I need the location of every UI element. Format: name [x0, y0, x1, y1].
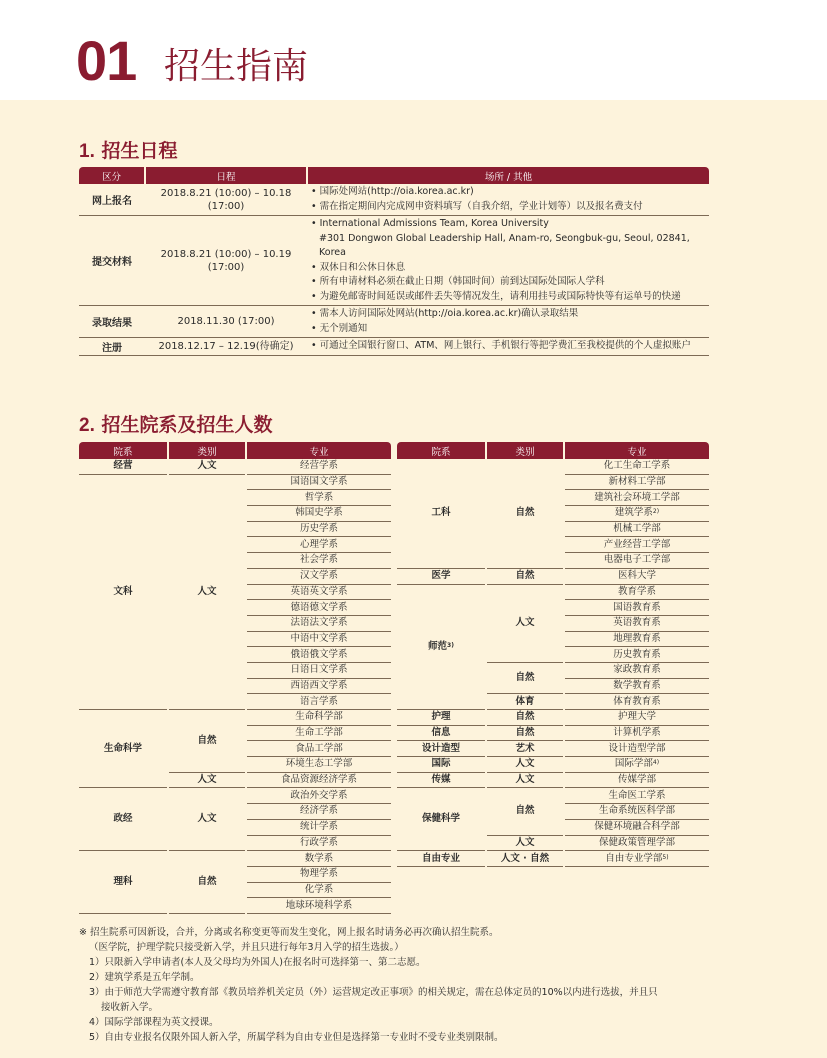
chapter-number: 01: [76, 29, 137, 92]
schedule-header-place: 场所 / 其他: [307, 167, 709, 184]
table-row: 提交材料 2018.8.21 (10:00) – 10.19 (17:00) • International Admissions Team, Korea University #301 Dongwon Global Leadership Hall, Anam-ro, Seongbuk-gu, Seoul, 02841, Korea • 双休日和公休日休息 • 所有申请材料必须在截止日期（韩国时间）前到达国际处国际人学科 • 为避免邮寄时间延误或邮件丢失等情况发生，请利用挂号或国际特快等有运单号的快递: [79, 216, 709, 306]
majors-table-right: 院系 类别 专业 工科 自然 化工生命工学系 新材料工学部 建筑社会环境工学部 建筑学系$^{2)}$ 机械工学部 产业经营工学部 电器电子工学部 医学 自然 医科大学 师范$^{3)}$ 人文 教育学系 国语教育系 英语教育系 地理教育系 历史教育系 自然 家政教育系 数学教育系 体育 体育教育系 护理 自然 护理大学 信息 自然 计算机学系 设计造型 艺术 设计造型学部 国际 人文 国际学部$^{4)}$ 传媒 人文 传媒学部 保健科学 自然 生命医工学系 生命系统医科学部 保健环境融合科学部 人文 保健政策管理学部 自由专业 人文 · 自然 自由专业学部$^{5)}$: [397, 442, 709, 867]
page-title: 招生指南: [164, 46, 309, 87]
schedule-table: [79, 167, 709, 356]
footnotes: ※ 招生院系可因新设，合并，分离或名称变更等而发生变化，网上报名时请务必再次确认招生院系。 （医学院，护理学院只接受新入学，并且只进行每年3月入学的招生选拔。） 1）只限新入学申请者(本人及父母均为外国人)在报名时可选择第一、第二志愿。 2）建筑学系是五年学制。 3）由于师范大学需遵守教育部《教员培养机关定员（外）运营规定改正事项》的相关规定，需在总体定员的10%以内进行选拔，并且只 接收新入学。 4）国际学部课程为英文授课。 5）自由专业报名仅限外国人新入学，所属学科为自由专业但是选择第一专业时不受专业类别限制。: [79, 927, 658, 1043]
schedule-header-date: 日程: [145, 167, 307, 184]
schedule-header-category: 区分: [79, 167, 145, 184]
table-row: 注册 2018.12.17 – 12.19(待确定) • 可通过全国银行窗口、ATM、网上银行、手机银行等把学费汇至我校提供的个人虚拟账户: [79, 338, 709, 356]
table-row: 录取结果 2018.11.30 (17:00) • 需本人访问国际处网站(http://oia.korea.ac.kr)确认录取结果 • 无个别通知: [79, 306, 709, 338]
majors-table-left: 院系 类别 专业 经营 人文 经营学系 文科 人文 国语国文学系 哲学系 韩国史学系 历史学系 心理学系 社会学系 汉文学系 英语英文学系 德语德文学系 法语法文学系 中语中文学系 俄语俄文学系 日语日文学系 西语西文学系 语言学系 生命科学 自然 生命科学部 生命工学部 食品工学部 环境生态工学部 人文 食品资源经济学系 政经 人文 政治外交学系 经济学系 统计学系 行政学系 理科 自然 数学系 物理学系 化学系 地球环境科学系: [79, 442, 391, 914]
page-header: [0, 0, 827, 100]
section1-title: 1. 招生日程: [79, 140, 178, 162]
section2-title: 2. 招生院系及招生人数: [79, 414, 273, 436]
table-row: 网上报名 2018.8.21 (10:00) – 10.18 (17:00) • 国际处网站(http://oia.korea.ac.kr) • 需在指定期间内完成网申资料填写（自我介绍，学业计划等）以及报名费支付: [79, 184, 709, 216]
